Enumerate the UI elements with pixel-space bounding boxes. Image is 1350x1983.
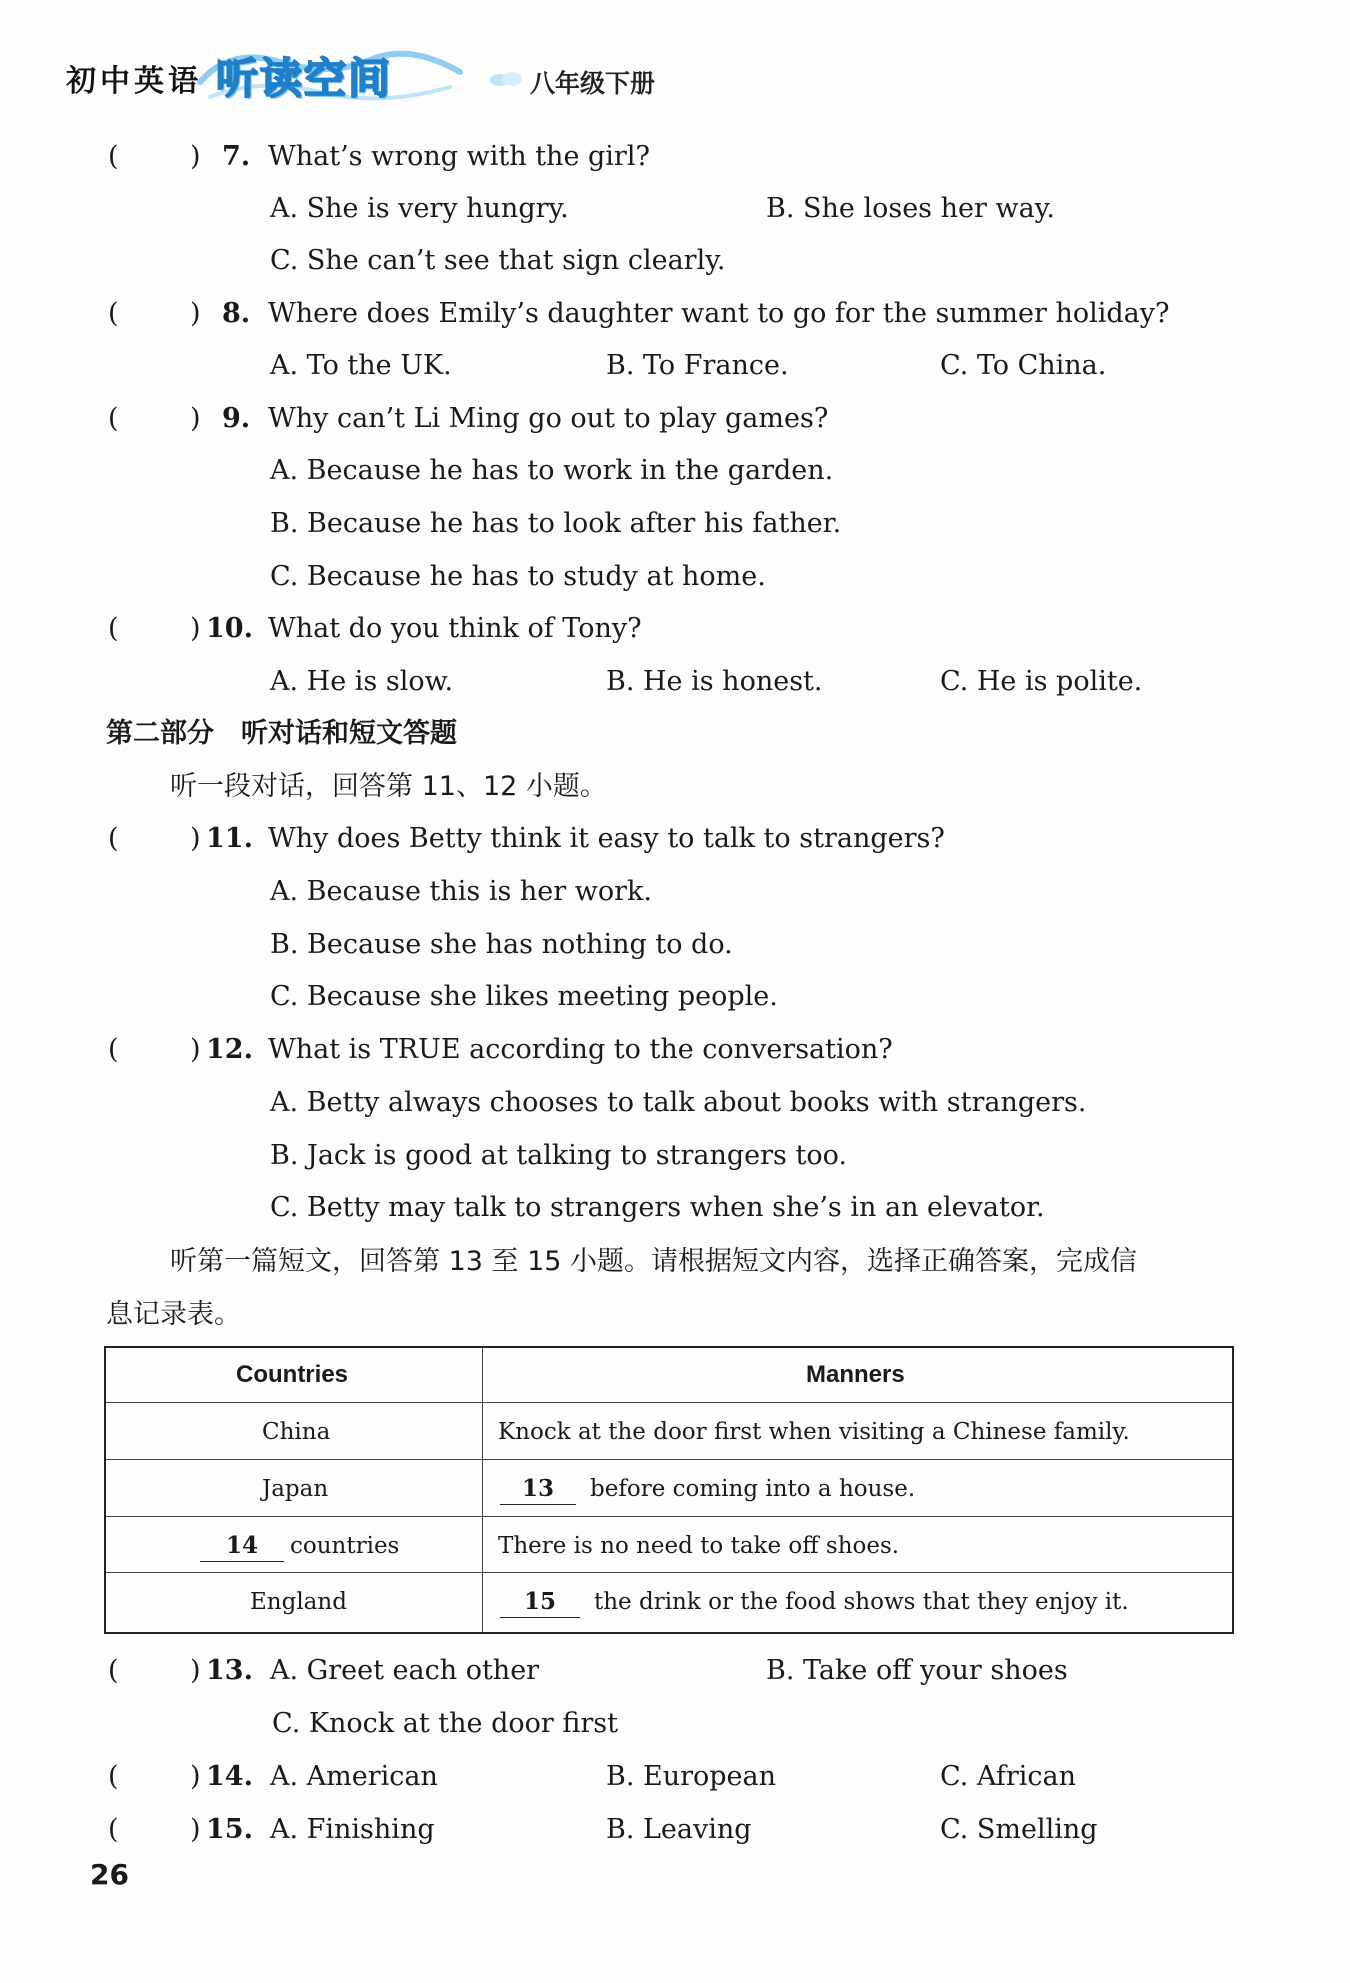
instruction: 听一段对话，回答第 11、12 小题。: [170, 771, 607, 802]
answer-paren-close: ): [190, 1034, 201, 1065]
option: A. Because he has to work in the garden.: [270, 455, 834, 486]
option: A. She is very hungry.: [270, 193, 569, 224]
question-number: 12.: [206, 1034, 253, 1065]
option: C. Smelling: [940, 1814, 1098, 1845]
cloud-icon: [488, 70, 524, 88]
question-number: 7.: [222, 141, 251, 172]
page-header: [40, 40, 1300, 130]
option: B. She loses her way.: [766, 193, 1055, 224]
option: C. Because he has to study at home.: [270, 561, 766, 592]
answer-paren-close: ): [190, 1655, 201, 1686]
option: A. Finishing: [270, 1814, 435, 1845]
option: B. He is honest.: [606, 666, 823, 697]
answer-paren-close: ): [190, 403, 201, 434]
question-number: 14.: [206, 1761, 253, 1792]
question-number: 15.: [206, 1814, 253, 1845]
answer-paren-open: (: [108, 1761, 119, 1792]
option: C. He is polite.: [940, 666, 1143, 697]
table-column-divider: [482, 1348, 483, 1632]
option: A. To the UK.: [270, 350, 452, 381]
series-title: 初中英语: [66, 64, 202, 99]
table-blank-13: 13: [500, 1474, 576, 1505]
question-number: 9.: [222, 403, 251, 434]
answer-paren-open: (: [108, 1814, 119, 1845]
answer-paren-open: (: [108, 823, 119, 854]
option: C. Knock at the door first: [272, 1708, 618, 1739]
instruction: 听第一篇短文，回答第 13 至 15 小题。请根据短文内容，选择正确答案，完成信: [170, 1246, 1138, 1277]
option: B. To France.: [606, 350, 789, 381]
question-number: 13.: [206, 1655, 253, 1686]
question-text: Why can’t Li Ming go out to play games?: [268, 403, 829, 434]
option: A. Because this is her work.: [270, 876, 652, 907]
question-text: What is TRUE according to the conversation?: [268, 1034, 893, 1065]
answer-paren-close: ): [190, 1814, 201, 1845]
answer-paren-close: ): [190, 613, 201, 644]
option: C. Because she likes meeting people.: [270, 981, 778, 1012]
table-blank-14: 14: [200, 1531, 284, 1562]
option: B. Because she has nothing to do.: [270, 929, 733, 960]
option: B. European: [606, 1761, 777, 1792]
table-cell-manner: the drink or the food shows that they enjoy it.: [594, 1589, 1129, 1615]
table-row-divider: [106, 1516, 1232, 1517]
question-text: Why does Betty think it easy to talk to strangers?: [268, 823, 945, 854]
answer-paren-close: ): [190, 1761, 201, 1792]
answer-paren-open: (: [108, 613, 119, 644]
answer-paren-close: ): [190, 823, 201, 854]
question-number: 8.: [222, 298, 251, 329]
page-number: 26: [90, 1858, 129, 1891]
question-text: What do you think of Tony?: [268, 613, 642, 644]
answer-paren-open: (: [108, 298, 119, 329]
table-cell-manner: before coming into a house.: [590, 1476, 916, 1502]
option: A. Greet each other: [270, 1655, 540, 1686]
table-cell-country: China: [262, 1419, 331, 1445]
table-blank-15: 15: [500, 1587, 580, 1618]
option: A. American: [270, 1761, 438, 1792]
answer-paren-close: ): [190, 141, 201, 172]
option: B. Because he has to look after his father.: [270, 508, 842, 539]
section-title: 第二部分 听对话和短文答题: [106, 718, 457, 749]
table-cell-manner: There is no need to take off shoes.: [498, 1533, 900, 1559]
question-text: What’s wrong with the girl?: [268, 141, 650, 172]
answer-paren-close: ): [190, 298, 201, 329]
table-header-manners: Manners: [806, 1361, 905, 1388]
answer-paren-open: (: [108, 1034, 119, 1065]
answer-paren-open: (: [108, 1655, 119, 1686]
option: C. She can’t see that sign clearly.: [270, 245, 726, 276]
instruction-continued: 息记录表。: [106, 1299, 241, 1330]
table-row-divider: [106, 1572, 1232, 1573]
question-number: 11.: [206, 823, 253, 854]
answer-paren-open: (: [108, 403, 119, 434]
table-cell-country: Japan: [262, 1476, 329, 1502]
option: B. Leaving: [606, 1814, 752, 1845]
table-row-divider: [106, 1459, 1232, 1460]
table-cell-country: England: [250, 1589, 347, 1615]
table-cell-country: countries: [290, 1533, 400, 1559]
question-text: Where does Emily’s daughter want to go for the summer holiday?: [268, 298, 1170, 329]
question-number: 10.: [206, 613, 253, 644]
option: C. Betty may talk to strangers when she’s in an elevator.: [270, 1192, 1045, 1223]
option: C. African: [940, 1761, 1077, 1792]
table-row-divider: [106, 1402, 1232, 1403]
option: A. He is slow.: [270, 666, 454, 697]
manners-table: [104, 1346, 1234, 1634]
option: C. To China.: [940, 350, 1107, 381]
grade-label: 八年级下册: [530, 69, 656, 98]
option: B. Take off your shoes: [766, 1655, 1068, 1686]
brand-logo: 听读空间: [216, 54, 393, 103]
option: B. Jack is good at talking to strangers too.: [270, 1140, 847, 1171]
option: A. Betty always chooses to talk about books with strangers.: [270, 1087, 1087, 1118]
table-cell-manner: Knock at the door first when visiting a Chinese family.: [498, 1419, 1130, 1445]
answer-paren-open: (: [108, 141, 119, 172]
table-header-countries: Countries: [236, 1361, 349, 1388]
